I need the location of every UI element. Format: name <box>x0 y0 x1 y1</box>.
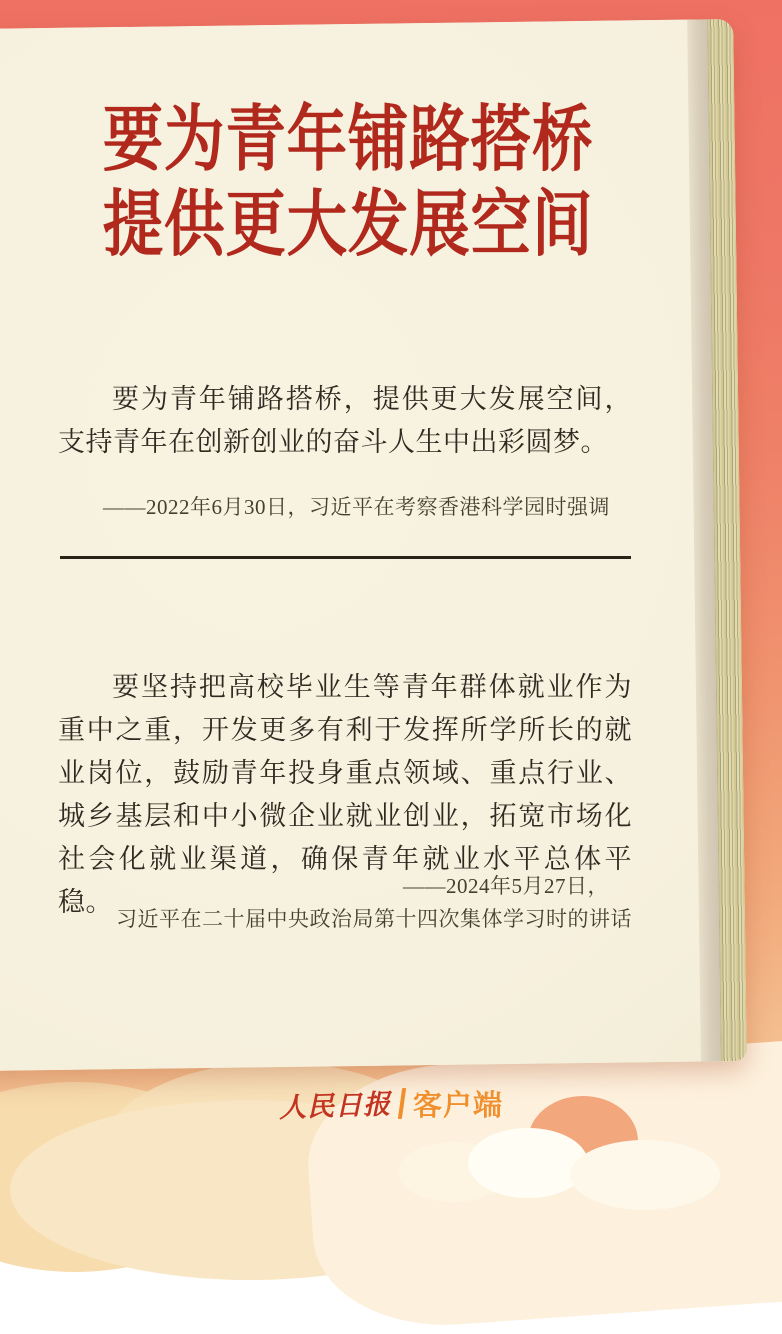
attribution-2-date: ——2024年5月27日， <box>403 874 609 898</box>
quote-attribution-2 <box>58 870 632 936</box>
quote-text-1: 要为青年铺路搭桥，提供更大发展空间，支持青年在创新创业的奋斗人生中出彩圆梦。 <box>58 384 632 457</box>
brand-logo <box>0 1083 782 1123</box>
client-label: 客户端 <box>412 1089 503 1122</box>
quote-attribution-1: ——2022年6月30日，习近平在考察香港科学园时强调 <box>103 495 610 519</box>
attribution-2-source: 习近平在二十届中央政治局第十四次集体学习时的讲话 <box>116 907 632 931</box>
page-title <box>79 98 617 268</box>
peoples-daily-wordmark: 人民日报 <box>278 1088 392 1123</box>
title-line-2: 提供更大发展空间 <box>102 185 594 265</box>
brand-divider-bar-icon <box>398 1088 406 1119</box>
quote-text-2: 要坚持把高校毕业生等青年群体就业作为重中之重，开发更多有利于发挥所学所长的就业岗位，鼓励青年投身重点领域、重点行业、城乡基层和中小微企业就业创业，拓宽市场化社会化就业渠道，确保青年就业水平总体平稳。 <box>58 672 632 917</box>
title-line-1: 要为青年铺路搭桥 <box>102 100 594 180</box>
section-divider <box>60 556 631 559</box>
